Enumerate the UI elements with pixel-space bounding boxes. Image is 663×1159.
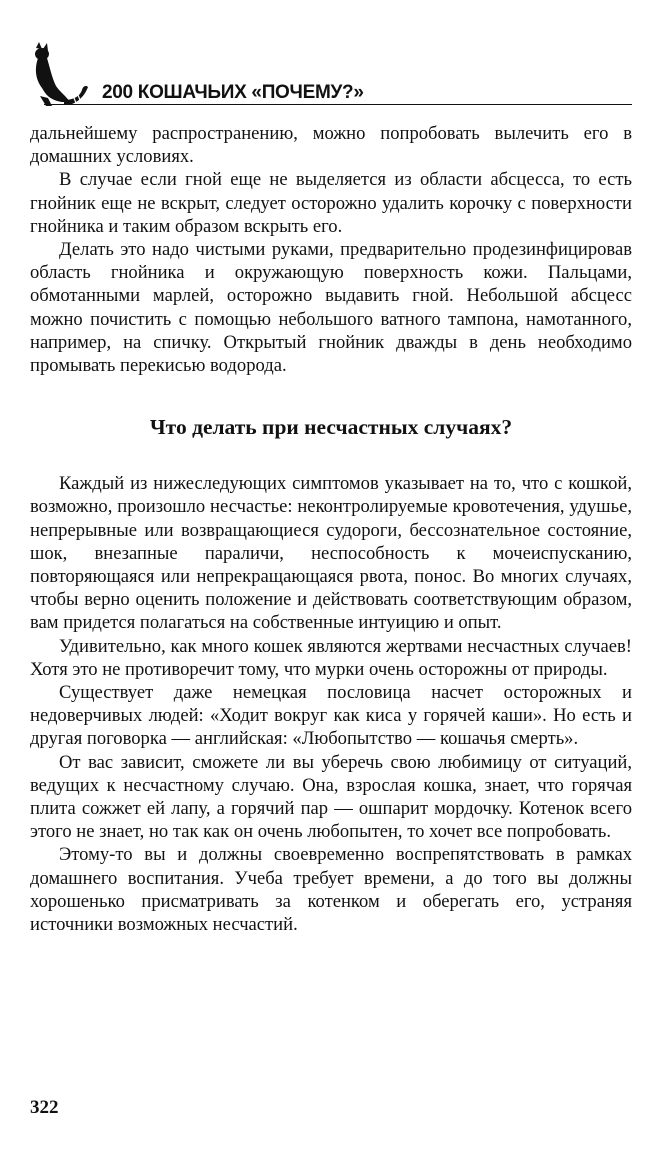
paragraph: Существует даже немецкая пословица насчет осторожных и недоверчивых людей: «Ходит вокруг как киса у горячей каши». Но есть и другая поговорка — английская: «Любопытство — кошачья смерть». bbox=[30, 682, 632, 750]
paragraph: В случае если гной еще не выделяется из области абсцесса, то есть гнойник еще не вскрыт, следует осторожно удалить корочку с поверхности гнойника и таким образом вскрыть его. bbox=[30, 169, 632, 237]
page-content bbox=[30, 122, 632, 936]
running-header bbox=[30, 40, 632, 106]
page-number: 322 bbox=[30, 1097, 59, 1118]
paragraph: Удивительно, как много кошек являются жертвами несчастных случаев! Хотя это не противоречит тому, что мурки очень осторожны от природы. bbox=[30, 635, 632, 680]
cat-silhouette-icon bbox=[30, 40, 90, 106]
paragraph: дальнейшему распространению, можно попробовать вылечить его в домашних условиях. bbox=[30, 123, 632, 168]
paragraph: Этому-то вы и должны своевременно воспрепятствовать в рамках домашнего воспитания. Учеба требует времени, а до того вы должны хорошенько присматривать за котенком и оберегать его, устраняя источники возможных несчастий. bbox=[30, 844, 632, 936]
paragraph: От вас зависит, сможете ли вы уберечь свою любимицу от ситуаций, ведущих к несчастному случаю. Она, взрослая кошка, знает, что горячая плита сожжет ей лапу, а горячий пар — ошпарит мордочку. Котенок всего этого не знает, но так как он очень любопытен, то хочет все попробовать. bbox=[30, 751, 632, 843]
section-heading: Что делать при несчастных случаях? bbox=[149, 415, 513, 440]
running-header-title: 200 КОШАЧЬИХ «ПОЧЕМУ?» bbox=[102, 82, 364, 103]
paragraph: Каждый из нижеследующих симптомов указывает на то, что с кошкой, возможно, произошло несчастье: неконтролируемые кровотечения, удушье, непрерывные или возвращающиеся судороги, бессознательное состояние, шок, внезапные параличи, неспособность к мочеиспусканию, повторяющаяся или непрекращающаяся рвота, понос. Во многих случаях, чтобы верно оценить положение и действовать соответствующим образом, вам придется полагаться на собственные интуицию и опыт. bbox=[30, 473, 632, 634]
paragraph: Делать это надо чистыми руками, предварительно продезинфицировав область гнойника и окружающую поверхность кожи. Пальцами, обмотанными марлей, осторожно выдавить гной. Небольшой абсцесс можно почистить с помощью небольшого ватного тампона, намотанного, например, на спичку. Открытый гнойник дважды в день необходимо промывать перекисью водорода. bbox=[30, 239, 632, 377]
header-rule bbox=[44, 104, 632, 105]
